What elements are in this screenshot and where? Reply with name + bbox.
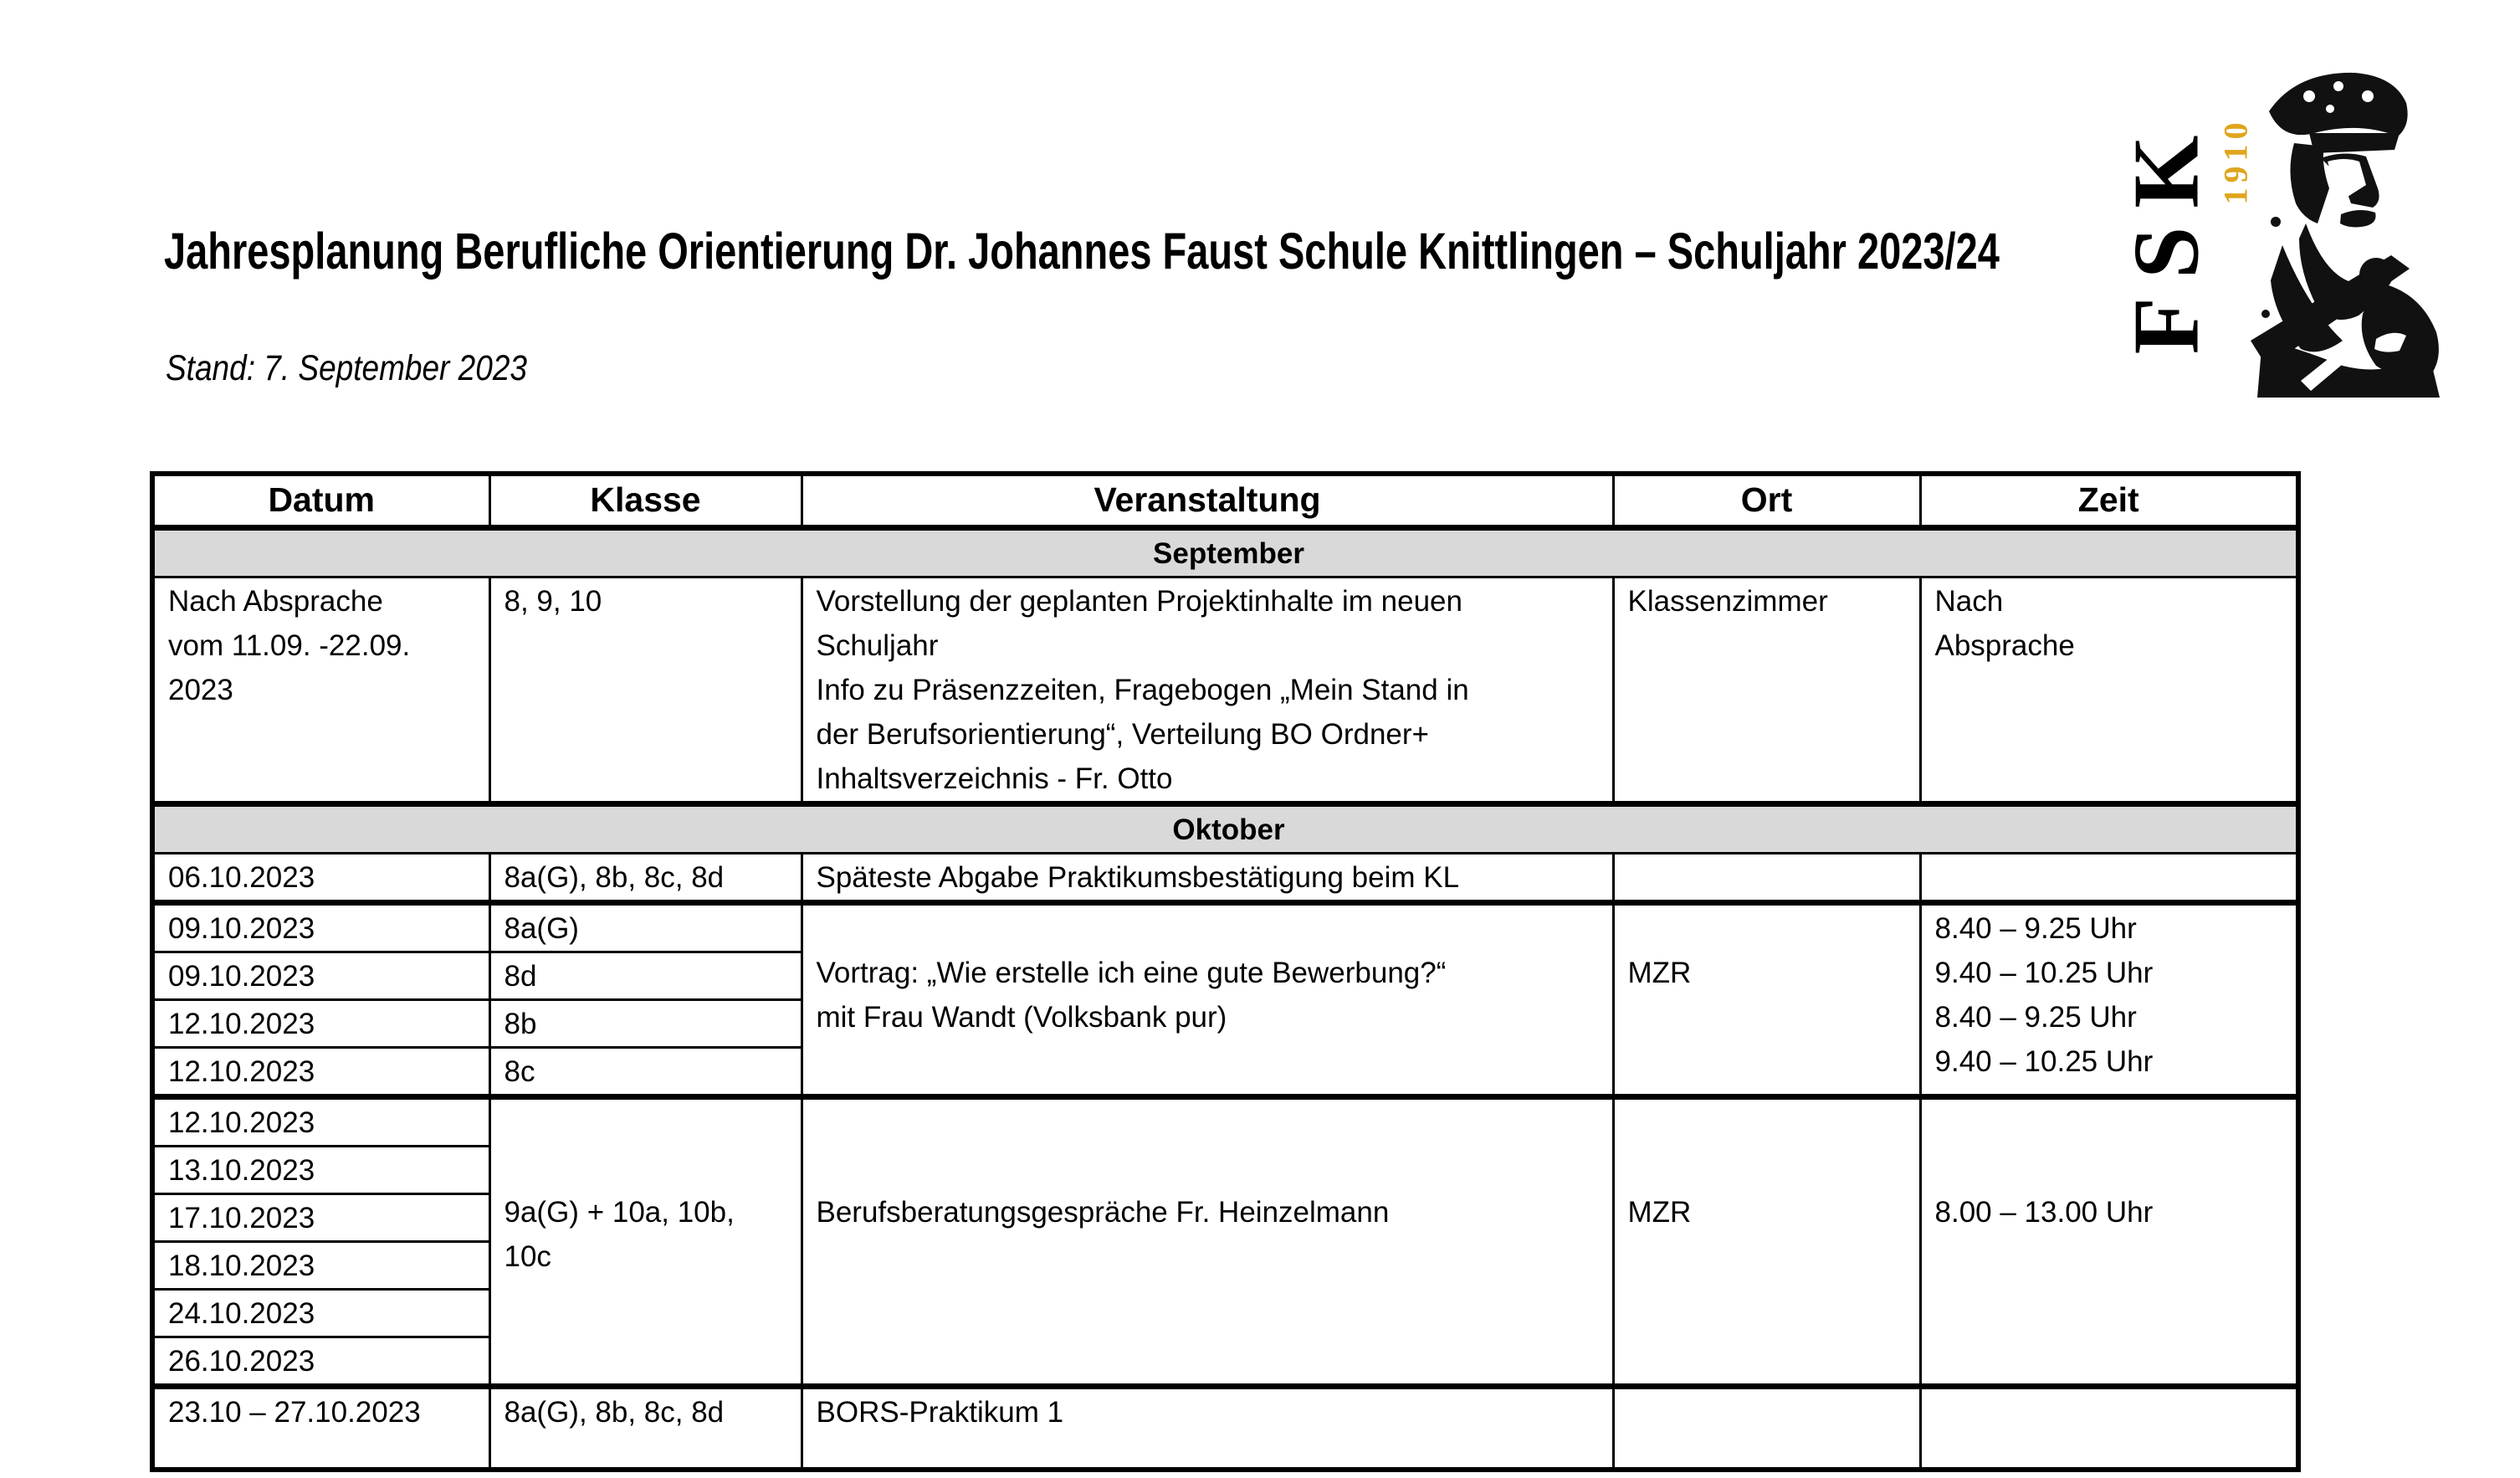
table-row: [152, 577, 2298, 803]
logo-fsk-letters: FSK: [2114, 116, 2219, 355]
cell-datum: 09.10.2023: [152, 952, 489, 999]
cell-datum: 06.10.2023: [152, 853, 489, 902]
cell-veranstaltung: [802, 577, 1613, 803]
schedule-table: [150, 471, 2301, 1472]
table-header-row: [152, 474, 2298, 527]
text-line: Inhaltsverzeichnis - Fr. Otto: [816, 762, 1173, 795]
cell-zeit-merged: [1920, 902, 2298, 1096]
text-line: Nach: [1934, 584, 2004, 618]
cell-zeit: [1920, 577, 2298, 803]
text-line: Vorstellung der geplanten Projektinhalte im neuen: [816, 584, 1462, 618]
text-line: 9.40 – 10.25 Uhr: [1934, 1044, 2154, 1078]
cell-veranstaltung-merged: [802, 902, 1613, 1096]
text-line: 8.40 – 9.25 Uhr: [1934, 1000, 2137, 1034]
cell-klasse: 8b: [489, 999, 802, 1047]
cell-ort-empty: [1613, 1386, 1920, 1470]
section-row-september: [152, 527, 2298, 577]
cell-ort: Klassenzimmer: [1613, 577, 1920, 803]
text-line: mit Frau Wandt (Volksbank pur): [816, 1000, 1227, 1034]
col-header-veranstaltung: Veranstaltung: [802, 474, 1613, 527]
cell-klasse: 8, 9, 10: [489, 577, 802, 803]
text-line: Nach Absprache: [168, 584, 383, 618]
cell-datum: 23.10 – 27.10.2023: [152, 1386, 489, 1470]
text-line: Info zu Präsenzzeiten, Fragebogen „Mein Stand in: [816, 673, 1469, 706]
text-line: 9a(G) + 10a, 10b,: [504, 1195, 735, 1229]
stand-date: Stand: 7. September 2023: [166, 348, 527, 388]
cell-veranstaltung-merged: Berufsberatungsgespräche Fr. Heinzelmann: [802, 1096, 1613, 1386]
cell-datum: 26.10.2023: [152, 1337, 489, 1386]
table-row: [152, 1096, 2298, 1146]
cell-ort-merged: MZR: [1613, 902, 1920, 1096]
table-row: [152, 902, 2298, 952]
cell-klasse: 8a(G), 8b, 8c, 8d: [489, 853, 802, 902]
cell-klasse: 8d: [489, 952, 802, 999]
section-label-oktober: Oktober: [152, 803, 2298, 853]
table-row: [152, 853, 2298, 902]
cell-veranstaltung: BORS-Praktikum 1: [802, 1386, 1613, 1470]
section-label-september: September: [152, 527, 2298, 577]
cell-klasse-merged: [489, 1096, 802, 1386]
text-line: 9.40 – 10.25 Uhr: [1934, 956, 2154, 989]
col-header-ort: Ort: [1613, 474, 1920, 527]
cell-datum: 09.10.2023: [152, 902, 489, 952]
text-line: 8.40 – 9.25 Uhr: [1934, 911, 2137, 945]
cell-klasse: 8a(G): [489, 902, 802, 952]
text-line: Absprache: [1934, 629, 2075, 662]
cell-veranstaltung: Späteste Abgabe Praktikumsbestätigung beim KL: [802, 853, 1613, 902]
cell-datum: 13.10.2023: [152, 1146, 489, 1193]
cell-datum: 12.10.2023: [152, 1096, 489, 1146]
text-line: 10c: [504, 1239, 551, 1273]
cell-datum: 12.10.2023: [152, 999, 489, 1047]
table-row: [152, 1386, 2298, 1470]
cell-zeit-empty: [1920, 1386, 2298, 1470]
text-line: Vortrag: „Wie erstelle ich eine gute Bewerbung?“: [816, 956, 1447, 989]
col-header-zeit: Zeit: [1920, 474, 2298, 527]
col-header-datum: Datum: [152, 474, 489, 527]
cell-datum: 12.10.2023: [152, 1047, 489, 1096]
cell-ort-merged: MZR: [1613, 1096, 1920, 1386]
page-title: Jahresplanung Berufliche Orientierung Dr. Johannes Faust Schule Knittlingen – Schuljahr 2023/24: [164, 222, 2000, 280]
text-line: vom 11.09. -22.09.: [168, 629, 411, 662]
col-header-klasse: Klasse: [489, 474, 802, 527]
cell-klasse: 8a(G), 8b, 8c, 8d: [489, 1386, 802, 1470]
cell-datum: 18.10.2023: [152, 1241, 489, 1289]
faust-figure-illustration: [2251, 63, 2456, 398]
cell-zeit-empty: [1920, 853, 2298, 902]
cell-zeit-merged: 8.00 – 13.00 Uhr: [1920, 1096, 2298, 1386]
text-line: Schuljahr: [816, 629, 939, 662]
cell-datum: 24.10.2023: [152, 1289, 489, 1337]
text-line: 2023: [168, 673, 233, 706]
cell-klasse: 8c: [489, 1047, 802, 1096]
section-row-oktober: [152, 803, 2298, 853]
text-line: der Berufsorientierung“, Verteilung BO Ordner+: [816, 717, 1429, 751]
logo-year-1910: 1910: [2216, 117, 2255, 205]
cell-datum: [152, 577, 489, 803]
school-logo: [2114, 59, 2520, 402]
cell-ort-empty: [1613, 853, 1920, 902]
cell-datum: 17.10.2023: [152, 1193, 489, 1241]
